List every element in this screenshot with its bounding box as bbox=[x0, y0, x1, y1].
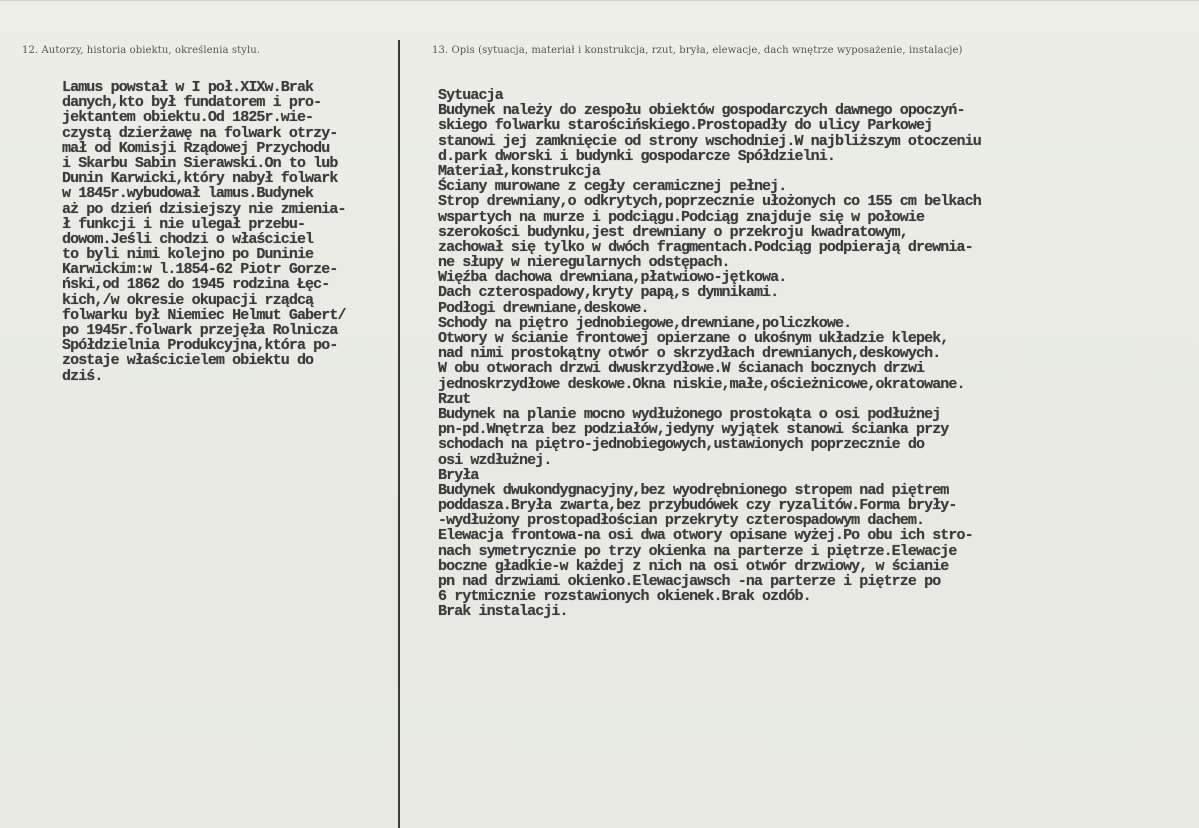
description-line: stanowi jej zamknięcie od strony wschodniej.W najbliższym otoczeniu bbox=[438, 132, 981, 150]
history-line: kich,/w okresie okupacji rządcą bbox=[62, 291, 314, 309]
history-line: to byli nimi kolejno po Duninie bbox=[62, 246, 314, 264]
history-line: jektantem obiektu.Od 1825r.wie- bbox=[62, 109, 314, 127]
history-line: zostaje właścicielem obiektu do bbox=[62, 352, 314, 370]
column-divider bbox=[398, 40, 400, 828]
description-line: jednoskrzydłowe deskowe.Okna niskie,małe,ościeżnicowe,okratowane. bbox=[438, 375, 965, 393]
history-line: mał od Komisji Rządowej Przychodu bbox=[62, 139, 330, 157]
top-edge bbox=[0, 0, 1199, 1]
history-line: Lamus powstał w I poł.XIXw.Brak bbox=[62, 79, 314, 96]
history-line: folwarku był Niemiec Helmut Gabert/ bbox=[62, 306, 346, 324]
description-line: Budynek na planie mocno wydłużonego prostokąta o osi podłużnej bbox=[438, 405, 941, 423]
description-line: pn nad drzwiami okienko.Elewacjawsch -na parterze i piętrze po bbox=[438, 573, 941, 590]
description-line: Materiał,konstrukcja bbox=[438, 162, 601, 180]
description-line: Sytuacja bbox=[438, 87, 503, 104]
description-line: schodach na piętro-jednobiegowych,ustawionych poprzecznie do bbox=[438, 436, 925, 454]
history-line: dowom.Jeśli chodzi o właściciel bbox=[62, 230, 314, 248]
description-line: wspartych na murze i podciągu.Podciąg znajduje się w połowie bbox=[438, 208, 925, 226]
description-line: Strop drewniany,o odkrytych,poprzecznie ułożonych co 155 cm belkach bbox=[438, 193, 981, 211]
description-line: skiego folwarku starościńskiego.Prostopadły do ulicy Parkowej bbox=[438, 117, 933, 135]
history-line: dziś. bbox=[62, 367, 103, 385]
history-line: ł funkcji i nie ulegał przebu- bbox=[62, 215, 306, 233]
history-line: czystą dzierżawę na folwark otrzy- bbox=[62, 124, 338, 142]
description-line: Dach czterospadowy,kryty papą,s dymnikami. bbox=[438, 284, 779, 302]
description-line: Schody na piętro jednobiegowe,drewniane,policzkowe. bbox=[438, 314, 852, 332]
history-text bbox=[62, 80, 346, 384]
description-line: szerokości budynku,jest drewniany o przekroju kwadratowym, bbox=[438, 223, 908, 241]
history-line: Dunin Karwicki,który nabył folwark bbox=[62, 170, 338, 188]
description-line: Otwory w ścianie frontowej opierzane o ukośnym układzie klepek, bbox=[438, 330, 949, 347]
history-line: i Skarbu Sabin Sierawski.On to lub bbox=[62, 154, 338, 172]
description-line: Bryła bbox=[438, 466, 479, 484]
section-13-header: 13. Opis (sytuacja, materiał i konstrukcja, rzut, bryła, elewacje, dach wnętrze wyposażenie, instalacje) bbox=[432, 45, 963, 56]
description-line: Ściany murowane z cegły ceramicznej pełnej. bbox=[438, 178, 787, 196]
description-line: Rzut bbox=[438, 390, 471, 408]
history-line: danych,kto był fundatorem i pro- bbox=[62, 94, 322, 112]
description-line: Elewacja frontowa-na osi dwa otwory opisane wyżej.Po obu ich stro- bbox=[438, 527, 973, 545]
description-line: Budynek dwukondygnacyjny,bez wyodrębnionego stropem nad piętrem bbox=[438, 481, 949, 499]
history-line: aż po dzień dzisiejszy nie zmienia- bbox=[62, 200, 346, 218]
description-line: pn-pd.Wnętrza bez podziałów,jedyny wyjątek stanowi ścianka przy bbox=[438, 421, 949, 439]
section-12-header: 12. Autorzy, historia obiektu, określenia stylu. bbox=[22, 45, 261, 56]
description-line: osi wzdłużnej. bbox=[438, 451, 552, 469]
description-line: W obu otworach drzwi dwuskrzydłowe.W ścianach bocznych drzwi bbox=[438, 360, 925, 378]
description-line: Budynek należy do zespołu obiektów gospodarczych dawnego opoczyń- bbox=[438, 102, 965, 120]
history-line: ński,od 1862 do 1945 rodzina Łęc- bbox=[62, 276, 330, 294]
description-line: d.park dworski i budynki gospodarcze Spółdzielni. bbox=[438, 147, 835, 165]
description-line: poddasza.Bryła zwarta,bez przybudówek czy ryzalitów.Forma bryły- bbox=[438, 497, 957, 515]
description-line: -wydłużony prostopadłościan przekryty czterospadowym dachem. bbox=[438, 512, 925, 530]
description-line: Podłogi drewniane,deskowe. bbox=[438, 299, 649, 317]
history-line: Spółdzielnia Produkcyjna,która po- bbox=[62, 337, 338, 355]
history-line: w 1845r.wybudował lamus.Budynek bbox=[62, 185, 314, 203]
history-line: Karwickim:w l.1854-62 Piotr Gorze- bbox=[62, 261, 338, 279]
description-line: boczne gładkie-w każdej z nich na osi otwór drzwiowy, w ścianie bbox=[438, 557, 949, 575]
description-line: Więźba dachowa drewniana,płatwiowo-jętkowa. bbox=[438, 269, 787, 287]
description-text bbox=[438, 88, 981, 620]
description-line: nad nimi prostokątny otwór o skrzydłach drewnianych,deskowych. bbox=[438, 345, 941, 363]
description-line: nach symetrycznie po trzy okienka na parterze i piętrze.Elewacje bbox=[438, 542, 957, 560]
history-line: po 1945r.folwark przejęła Rolnicza bbox=[62, 322, 338, 339]
description-line: zachował się tylko w dwóch fragmentach.Podciąg podpierają drewnia- bbox=[438, 238, 973, 256]
description-line: Brak instalacji. bbox=[438, 603, 568, 621]
description-line: 6 rytmicznie rozstawionych okienek.Brak ozdób. bbox=[438, 588, 811, 606]
description-line: ne słupy w nieregularnych odstępach. bbox=[438, 254, 730, 272]
